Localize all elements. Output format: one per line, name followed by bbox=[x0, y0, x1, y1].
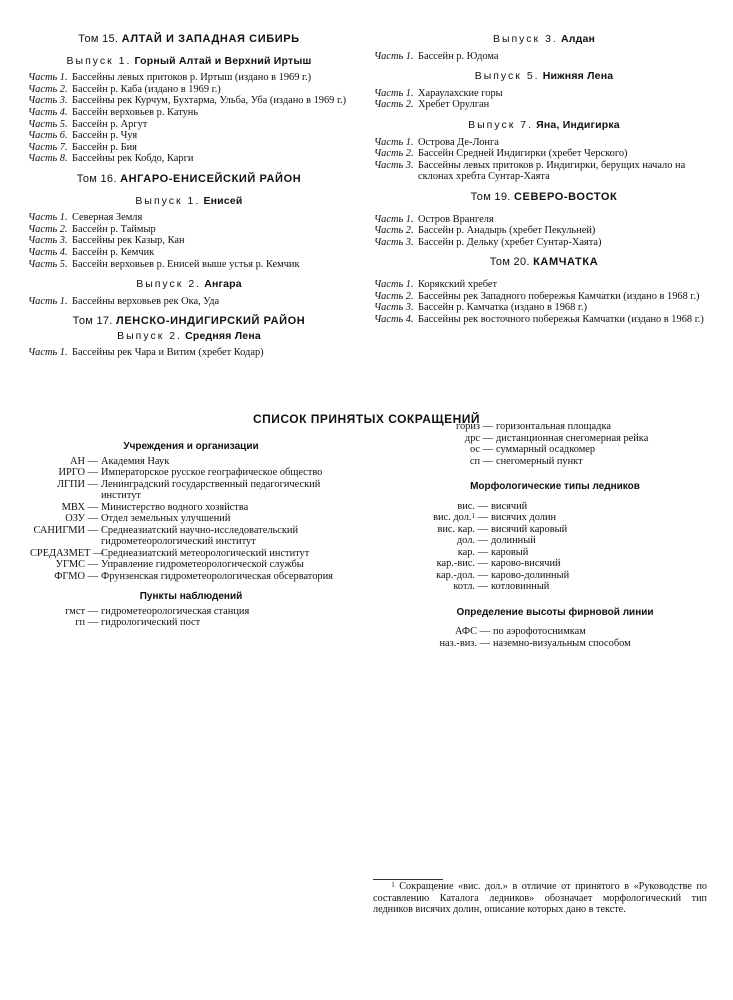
part-item: Часть 1. Острова Де-Лонга bbox=[374, 136, 499, 148]
part-item: Часть 3. Бассейн р. Камчатка (издано в 1968 г.) bbox=[374, 302, 588, 314]
right-column bbox=[374, 34, 714, 325]
part-item: Часть 1. Бассейны рек Чара и Витим (хребет Кодар) bbox=[28, 347, 264, 359]
part-item: Часть 3. Бассейны рек Курчум, Бухтарма, Ульба, Уба (издано в 1969 г.) bbox=[28, 95, 347, 107]
section-heading: Учреждения и организации bbox=[123, 441, 259, 452]
parts-list bbox=[28, 212, 350, 270]
part-item: Часть 1. Северная Земля bbox=[28, 212, 143, 224]
issue-heading: Выпуск 1. Енисей bbox=[135, 194, 243, 207]
part-item: Часть 2. Хребет Орулган bbox=[374, 99, 490, 111]
abbreviation-item: сп — снегомерный пункт bbox=[469, 455, 583, 467]
part-item: Часть 4. Бассейн р. Кемчик bbox=[28, 246, 155, 258]
abbreviation-item: ос — суммарный осадкомер bbox=[469, 444, 596, 455]
part-item: Часть 3. Бассейн р. Дельку (хребет Сунтар-Хаята) bbox=[374, 236, 602, 248]
part-item: Часть 2. Бассейны рек Западного побережья Камчатки (издано в 1968 г.) bbox=[374, 290, 700, 302]
abbreviation-item: МВХ — Министерство водного хозяйства bbox=[61, 501, 249, 513]
abbreviation-item: САНИГМИ — Среднеазиатский научно-исследовательский гидрометеорологический институт bbox=[33, 524, 299, 547]
abbreviation-item: ОЗУ — Отдел земельных улучшений bbox=[65, 513, 231, 524]
part-item: Часть 4. Бассейны рек восточного побережья Камчатки (издано в 1968 г.) bbox=[374, 313, 704, 325]
part-item: Часть 2. Бассейн р. Каба (издано в 1969 г.) bbox=[28, 83, 221, 95]
section-heading: Пункты наблюдений bbox=[139, 591, 243, 602]
abbreviations-title: СПИСОК ПРИНЯТЫХ СОКРАЩЕНИЙ bbox=[252, 412, 481, 426]
issue-heading: Выпуск 7. Яна, Индигирка bbox=[468, 118, 620, 131]
part-item: Часть 1. Остров Врангеля bbox=[374, 213, 494, 225]
part-item: Часть 3. Бассейны левых притоков р. Индигирки, берущих начало на склонах хребта Сунтар-Хаята bbox=[374, 159, 686, 183]
abbreviation-item: дол. — долинный bbox=[456, 535, 536, 546]
section-heading: Морфологические типы ледников bbox=[470, 481, 640, 492]
part-item: Часть 2. Бассейн р. Таймыр bbox=[28, 223, 156, 235]
issue-heading: Выпуск 2. Ангара bbox=[136, 278, 242, 291]
parts-list bbox=[28, 72, 350, 165]
part-item: Часть 6. Бассейн р. Чуя bbox=[28, 130, 138, 142]
instruments-list bbox=[395, 421, 715, 467]
abbreviation-item: ИРГО — Императорское русское географическое общество bbox=[58, 467, 323, 478]
section-heading: Определение высоты фирновой линии bbox=[456, 606, 654, 618]
abbreviation-item: ФГМО — Фрунзенская гидрометеорологическая обсерватория bbox=[54, 570, 333, 582]
abbreviation-item: кар.-дол. — карово-долинный bbox=[436, 569, 570, 581]
issue-heading: Выпуск 1. Горный Алтай и Верхний Иртыш bbox=[66, 54, 312, 67]
part-item: Часть 5. Бассейн р. Аргут bbox=[28, 118, 148, 130]
part-item: Часть 4. Бассейн верховьев р. Катунь bbox=[28, 106, 199, 118]
part-item: Часть 1. Хараулахские горы bbox=[374, 87, 503, 99]
volume-heading: Том 16. АНГАРО-ЕНИСЕЙСКИЙ РАЙОН bbox=[76, 172, 302, 185]
volume-heading: Том 15. АЛТАЙ И ЗАПАДНАЯ СИБИРЬ bbox=[78, 33, 300, 45]
part-item: Часть 1. Бассейны левых притоков р. Иртыш (издано в 1969 г.) bbox=[28, 72, 312, 84]
abbreviation-item: гориз — горизонтальная площадка bbox=[455, 421, 611, 432]
part-item: Часть 2. Бассейн Средней Индигирки (хребет Черского) bbox=[374, 148, 628, 160]
volume-heading: Том 19. СЕВЕРО-ВОСТОК bbox=[470, 190, 618, 203]
abbreviation-item: СРЕДАЗМЕТ — Среднеазиатский метеорологический институт bbox=[30, 547, 310, 559]
abbreviation-item: УГМС — Управление гидрометеорологической службы bbox=[55, 559, 304, 570]
abbreviations-right bbox=[395, 421, 715, 649]
part-item: Часть 5. Бассейн верховьев р. Енисей выше устья р. Кемчик bbox=[28, 258, 300, 270]
part-item: Часть 3. Бассейны рек Казыр, Кан bbox=[28, 235, 185, 247]
abbreviations-left bbox=[30, 441, 352, 629]
part-item: Часть 2. Бассейн р. Анадырь (хребет Пекульней) bbox=[374, 225, 596, 237]
abbreviation-item: кар.-вис. — карово-висячий bbox=[436, 558, 561, 569]
abbreviation-item: АН — Академия Наук bbox=[70, 455, 170, 467]
abbreviation-item: гп — гидрологический пост bbox=[75, 617, 201, 628]
issue-heading: Выпуск 2. Средняя Лена bbox=[117, 329, 261, 342]
volume-heading: Том 17. ЛЕНСКО-ИНДИГИРСКИЙ РАЙОН bbox=[72, 315, 306, 328]
abbreviation-item: ЛГПИ — Ленинградский государственный педагогический институт bbox=[56, 478, 321, 501]
abbreviation-item: котл. — котловинный bbox=[453, 581, 550, 592]
footnote: $^1$ Сокращение «вис. дол.» в отличие от принятого в «Руководстве по составлению Каталога ледников» обозначает морфологический тип ледников висячих долин, описание которых дано в тексте. bbox=[373, 881, 708, 916]
footnote-divider bbox=[373, 879, 443, 880]
volume-heading: Том 20. КАМЧАТКА bbox=[489, 256, 599, 269]
abbreviation-item: кар. — каровый bbox=[457, 546, 529, 558]
abbreviation-item: АФС — по аэрофотоснимкам bbox=[455, 626, 586, 637]
part-item: Часть 1. Корякский хребет bbox=[374, 278, 498, 290]
abbreviation-item: вис. кар. — висячий каровый bbox=[437, 523, 568, 535]
issue-heading: Выпуск 5. Нижняя Лена bbox=[474, 70, 614, 83]
abbreviation-item: вис. — висячий bbox=[457, 500, 528, 512]
part-item: Часть 7. Бассейн р. Бия bbox=[28, 141, 137, 153]
issue-heading: Выпуск 3. Алдан bbox=[492, 33, 596, 45]
abbreviation-item: дрс — дистанционная снегомерная рейка bbox=[464, 432, 649, 444]
left-column bbox=[28, 34, 350, 359]
abbreviation-item: наз.-виз. — наземно-визуальным способом bbox=[439, 637, 631, 649]
part-item: Часть 1. Бассейны верховьев рек Ока, Уда bbox=[28, 295, 220, 307]
abbreviation-item: гмст — гидрометеорологическая станция bbox=[65, 605, 250, 617]
abbreviation-item: вис. дол.$^1$ — висячих долин bbox=[433, 512, 557, 523]
part-item: Часть 1. Бассейн р. Юдома bbox=[374, 50, 499, 62]
part-item: Часть 8. Бассейны рек Кобдо, Карги bbox=[28, 153, 194, 165]
